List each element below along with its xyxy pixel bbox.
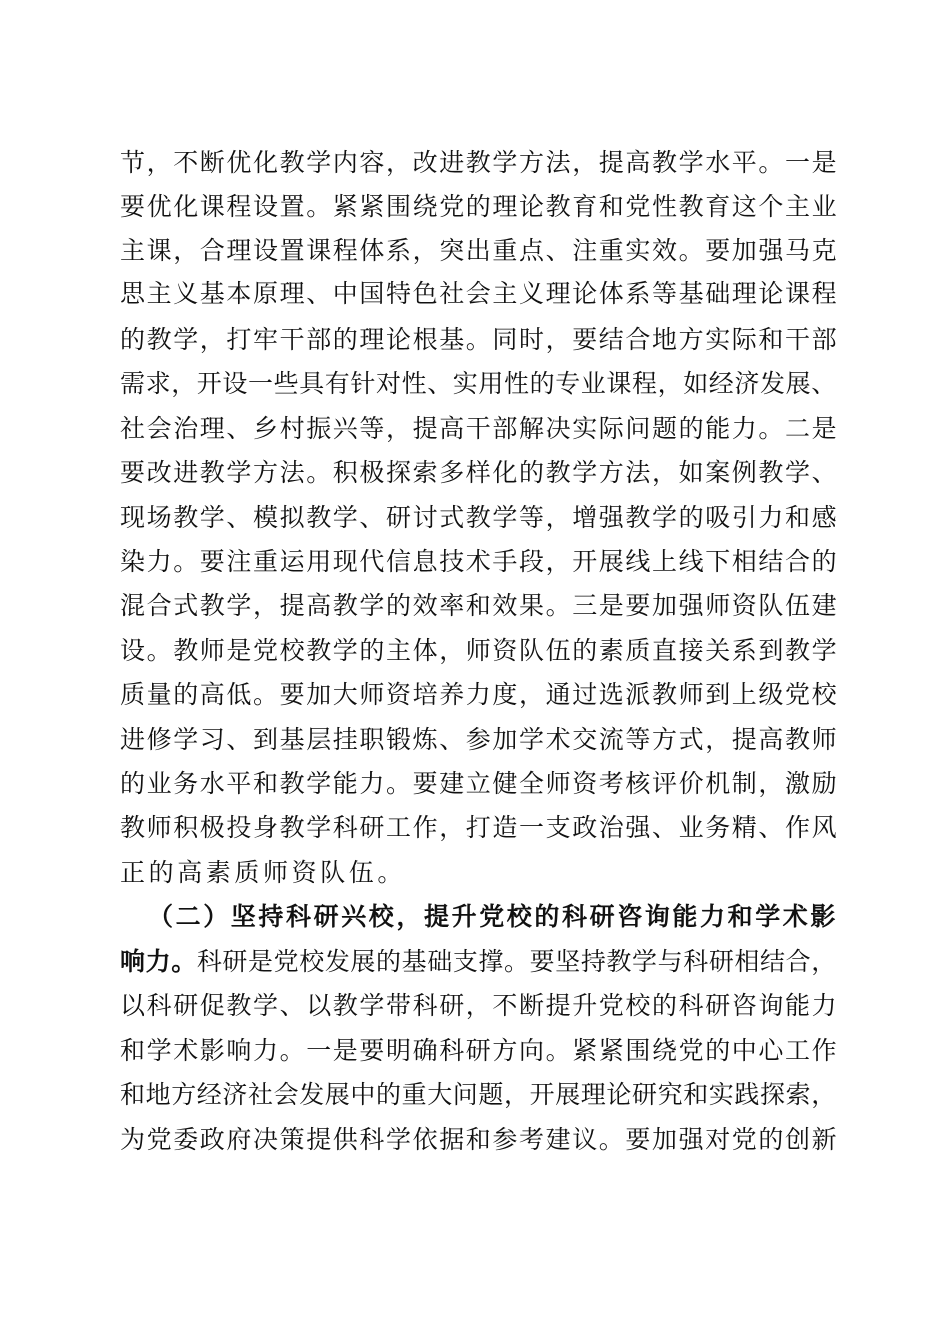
body-text-line: 染力。要注重运用现代信息技术手段，开展线上线下相结合的 (120, 547, 839, 576)
body-text-line: 设。教师是党校教学的主体，师资队伍的素质直接关系到教学 (120, 636, 839, 665)
body-text-line: 教师积极投身教学科研工作，打造一支政治强、业务精、作风 (120, 813, 839, 842)
section-heading-continuation (120, 942, 837, 982)
body-text-line: 混合式教学，提高教学的效率和效果。三是要加强师资队伍建 (120, 591, 839, 620)
body-text-line: 的教学，打牢干部的理论根基。同时，要结合地方实际和干部 (120, 325, 839, 354)
body-text-line: 正的高素质师资队伍。 (120, 858, 407, 887)
body-text-line: 以科研促教学、以教学带科研，不断提升党校的科研咨询能力 (120, 991, 839, 1020)
body-text-line: 和地方经济社会发展中的重大问题，开展理论研究和实践探索， (120, 1080, 837, 1109)
section-heading: （二）坚持科研兴校，提升党校的科研咨询能力和学术影 (148, 902, 839, 931)
body-text-line: 社会治理、乡村振兴等，提高干部解决实际问题的能力。二是 (120, 414, 839, 443)
section-heading-end: 响力。 (120, 947, 197, 976)
body-text-line: 的业务水平和教学能力。要建立健全师资考核评价机制，激励 (120, 769, 839, 798)
body-text-line: 思主义基本原理、中国特色社会主义理论体系等基础理论课程 (120, 279, 839, 308)
body-text-line: 为党委政府决策提供科学依据和参考建议。要加强对党的创新 (120, 1125, 839, 1154)
body-text-line: 需求，开设一些具有针对性、实用性的专业课程，如经济发展、 (120, 369, 837, 398)
body-text-line: 主课，合理设置课程体系，突出重点、注重实效。要加强马克 (120, 236, 839, 265)
body-text-line: 节，不断优化教学内容，改进教学方法，提高教学水平。一是 (120, 148, 839, 177)
body-text-line: 质量的高低。要加大师资培养力度，通过选派教师到上级党校 (120, 680, 839, 709)
body-text-line: 现场教学、模拟教学、研讨式教学等，增强教学的吸引力和感 (120, 503, 839, 532)
body-text-line: 和学术影响力。一是要明确科研方向。紧紧围绕党的中心工作 (120, 1036, 839, 1065)
section-first-sentence: 科研是党校发展的基础支撑。要坚持教学与科研相结合， (196, 947, 837, 976)
body-text-line: 要优化课程设置。紧紧围绕党的理论教育和党性教育这个主业 (120, 192, 839, 221)
body-text-line: 要改进教学方法。积极探索多样化的教学方法，如案例教学、 (120, 458, 839, 487)
body-text-line: 进修学习、到基层挂职锻炼、参加学术交流等方式，提高教师 (120, 725, 839, 754)
